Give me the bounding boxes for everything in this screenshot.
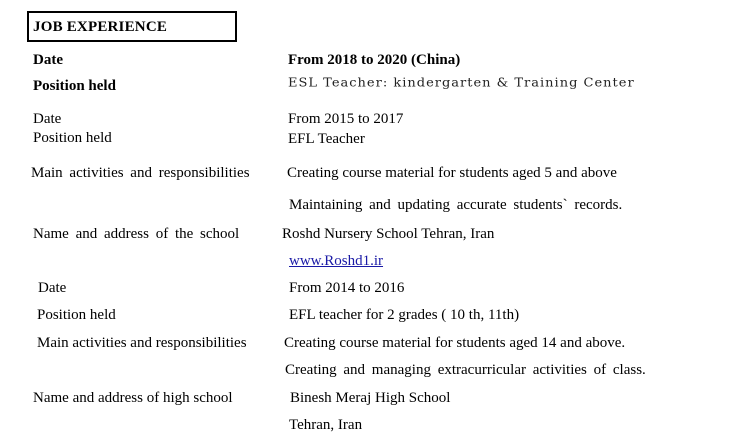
job3-position-label: Position held [37, 307, 116, 323]
job2-school-value: Roshd Nursery School Tehran, Iran [282, 226, 495, 242]
section-heading: JOB EXPERIENCE [33, 19, 168, 35]
job3-school-city: Tehran, Iran [289, 417, 363, 433]
job1-date-value: From 2018 to 2020 (China) [288, 52, 461, 68]
job2-activities-label: Main activities and responsibilities [31, 165, 250, 181]
job1-position-value: ESL Teacher: kindergarten & Training Center [288, 76, 635, 91]
job1-position-label: Position held [33, 78, 116, 94]
job2-date-label: Date [33, 111, 62, 127]
job3-school-value: Binesh Meraj High School [290, 390, 451, 406]
job2-position-label: Position held [33, 130, 112, 146]
job3-position-value: EFL teacher for 2 grades ( 10 th, 11th) [289, 307, 520, 323]
job2-school-link[interactable]: www.Roshd1.ir [289, 253, 384, 269]
job3-school-label: Name and address of high school [33, 390, 233, 406]
job2-activity-1: Creating course material for students aged 5 and above [287, 165, 617, 181]
job2-date-value: From 2015 to 2017 [288, 111, 404, 127]
job3-date-value: From 2014 to 2016 [289, 280, 405, 296]
job3-activities-label: Main activities and responsibilities [37, 335, 247, 351]
section-heading-box [27, 11, 237, 42]
job3-date-label: Date [38, 280, 67, 296]
job2-position-value: EFL Teacher [288, 131, 365, 147]
job1-date-label: Date [33, 52, 63, 68]
job3-activity-1: Creating course material for students aged 14 and above. [284, 335, 626, 351]
job3-activity-2: Creating and managing extracurricular activities of class. [285, 362, 646, 378]
job2-activity-2: Maintaining and updating accurate students` records. [289, 197, 623, 213]
job2-school-label: Name and address of the school [33, 226, 240, 242]
